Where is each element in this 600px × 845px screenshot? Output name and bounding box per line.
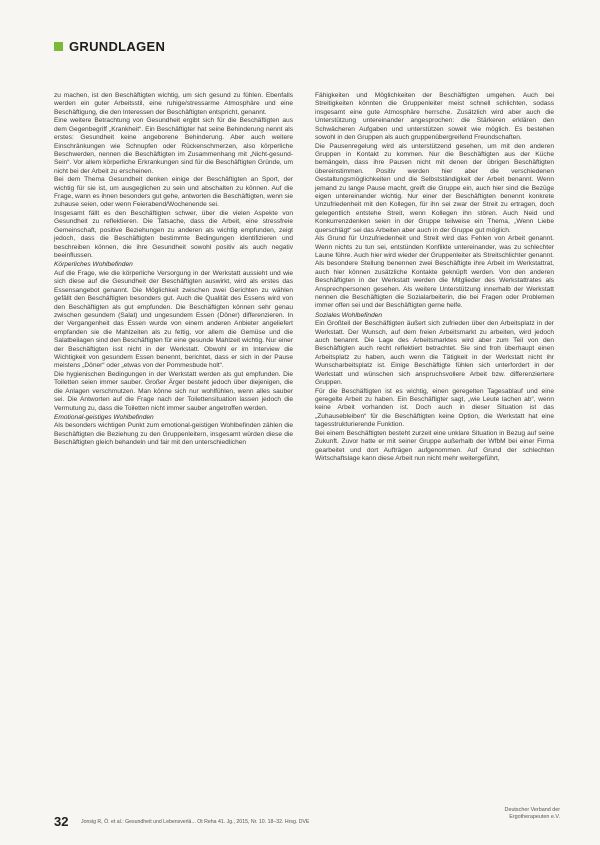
paragraph: zu machen, ist den Beschäftigten wichtig, um sich gesund zu fühlen. Ebenfalls werden ein guter Arbeitsstil, eine ruhige/stressarme Atmosphäre und eine Beschäftigung, die den Interessen der Beschäftigten entspricht, genannt. [54,92,293,116]
green-square-icon [54,42,63,51]
section-title: GRUNDLAGEN [69,38,166,54]
paragraph: Ein Großteil der Beschäftigten äußert sich zufrieden über den Arbeitsplatz in der Werkstatt. Der Wunsch, auf dem freien Arbeitsmarkt zu arbeiten, wird jedoch auch benannt. Die Lage des Arbeitsmarktes wird aber zum Teil von den Beschäftigten auch recht reflektiert betrachtet. Sie sind froh überhaupt einen Arbeitsplatz zu haben, auch wenn die Tätigkeit in der Werkstatt nicht ihr Wunscharbeitsplatz ist. Einige Beschäftigte fühlen sich unterfordert in der Werkstatt und wünschen sich anspruchsvollere Arbeit bzw. differenziertere Gruppen. [315,320,554,387]
right-text-column [315,92,554,463]
paragraph: Als Grund für Unzufriedenheit und Streit wird das Fehlen von Arbeit genannt. Wenn nichts zu tun sei, entstünden Konflikte untereinander, was zu schlechter Laune führe. Auch hier wird wieder der Gruppenleiter als Streitschlichter genannt. Als besondere Stellung benennen zwei Beschäftigte ihre Arbeit im Werkstattrat, auch hier können zusätzliche Kontakte geknüpft werden. Von den anderen Beschäftigten in der Werkstatt werden die Mitglieder des Werkstattrates als Ansprechpersonen gesehen. Als weitere Unterstützung innerhalb der Werkstatt nennen die Beschäftigten die Sozialarbeiterin, die bei Fragen oder Problemen immer offen sei und der Beschäftigten gerne helfe. [315,235,554,310]
left-text-column [54,92,293,448]
paragraph: Insgesamt fällt es den Beschäftigten schwer, über die vielen Aspekte von Gesundheit zu reflektieren. Die Tatsache, dass die Arbeit, eine stressfreie Gemeinschaft, positive Beziehungen zu anderen als wichtig empfunden, zeigt jedoch, dass die Beschäftigten bestimmte Bedingungen identifizieren und beschreiben können, die ihre Gesundheit sowohl positiv als auch negativ beeinflussen. [54,209,293,259]
paragraph: Bei einem Beschäftigten besteht zurzeit eine unklare Situation in Bezug auf seine Zukunft. Zuvor hatte er mit seiner Gruppe außerhalb der WfbM bei einer Firma gearbeitet und dort Aufträgen aufgenommen. Auf Grund der schlechten Wirtschaftslage kann diese Arbeit nun nicht mehr weitergeführt, [315,429,554,462]
publisher-block [505,807,560,821]
subsection-heading: Soziales Wohlbefinden [315,311,383,319]
subsection-heading: Körperliches Wohlbefinden [54,261,133,269]
paragraph: Bei dem Thema Gesundheit denken einige der Beschäftigten an Sport, der wichtig für sie ist, um ausgeglichen zu sein und abschalten zu können. Auf die Frage, wann es ihnen besonders gut gehe, antworten die Beschäftigten, wenn sie zuhause seien, oder wenn Feierabend/Wochenende sei. [54,176,293,209]
publisher-line: Ergotherapeuten e.V. [509,814,560,820]
section-header [54,38,165,54]
paragraph: Auf die Frage, wie die körperliche Versorgung in der Werkstatt aussieht und wie sich diese auf die Gesundheit der Beschäftigten auswirkt, wird als erstes das Essensangebot genannt. Die Möglichkeit zwischen zwei Gerichten zu wählen gefällt den Beschäftigten besonders gut. Auch die Qualität des Essens wird von den Beschäftigten als gut empfunden. Die Beschäftigten können sehr genau zwischen gesundem (Salat) und ungesundem Essen (Döner) differenzieren. In der Vergangenheit das Essen wurde von einem anderen Anbieter angeliefert empfanden sie die Mahlzeiten als zu fettig, vor allem die Gemüse und die Salatbeilagen sind den Beschäftigten für eine gesunde Mahlzeit wichtig. Nur einer der Beschäftigten isst nicht in der Werkstatt. Obwohl er im Interview die Wichtigkeit von gesundem Essen benennt, berichtet, dass er sich in der Pause meistens „Döner“ oder „etwas von der Pommesbude holt“. [54,269,293,370]
page-footer [54,806,560,836]
paragraph: Eine weitere Betrachtung von Gesundheit ergibt sich für die Beschäftigten aus dem Gegenbegriff „Krankheit“. Ein Beschäftigter hat seine Behinderung nennt als erstes: Gesundheit keine angeborene Behinderung. Aber auch weitere Einschränkungen wie Schnupfen oder Rückenschmerzen, also körperliche Beschwerden, nennen die Beschäftigten im Zusammenhang mit „Nicht-gesund-Sein“. Vor allem körperliche Erkrankungen sind für die Beschäftigten Gründe, um nicht bei der Arbeit zu erscheinen. [54,117,293,175]
page-number: 32 [54,814,69,829]
paragraph: Die Pausenregelung wird als unterstützend gesehen, um mit den anderen Gruppen in Kontakt zu kommen. Nur die Beschäftigten aus der Küche bemängeln, dass ihre Pausen nicht mit denen der übrigen Beschäftigten übereinstimmen. Positiv werden hier aber die verschiedenen Gestaltungsmöglichkeiten und die Selbstständigkeit der Arbeit benannt. Wenn jemand zu lange Pause macht, greift die Gruppe ein, auch hier sind die Bezüge eigen untereinander wichtig. Nur einer der Beschäftigten benennt konkrete Unzufriedenheit mit den Kollegen, für ihn sei zwar der Streit zu ertragen, doch gelegentlich entstehe Streit, wenn Kollegen ihn stören. Auch Neid und Konkurrenzdenken seien in der Gruppe teilweise ein Thema, „Wenn Liebe querschlägt“ sei das Arbeiten aber auch in der Gruppe gut möglich. [315,142,554,234]
subsection-heading: Emotional-geistiges Wohlbefinden [54,413,154,421]
paragraph: Für die Beschäftigten ist es wichtig, einen geregelten Tagesablauf und eine geregelte Arbeit zu haben. Ein Beschäftigter sagt, „wie Leute lachen ab“, wenn keine Arbeit vorhanden ist. Doch auch in dieser Situation ist das „Zuhausebleiben“ für die Beschäftigten keine Option, die Werkstatt hat eine tagesstrukturierende Funktion. [315,387,554,429]
paragraph: Die hygienischen Bedingungen in der Werkstatt werden als gut empfunden. Die Toiletten seien immer sauber. Großer Ärger besteht jedoch über diejenigen, die die Anlagen verschmutzen. Man könne sich nur wohlfühlen, wenn alles sauber sei. Die Antworten auf die Frage nach der Toilettensituation lassen jedoch die Vermutung zu, dass die Toiletten nicht immer sauber angetroffen werden. [54,370,293,412]
citation-line: Jonsig R, Ö. et al.: Gesundheit und Lebensverlä... Ot Reha 41. Jg., 2015, Nr. 10. 18–32. Hrsg. DVE [81,819,310,825]
paragraph: Als besonders wichtigen Punkt zum emotional-geistigen Wohlbefinden zählen die Beschäftigten die Beziehung zu den Gruppenleitern, insgesamt würden diese die Beschäftigten gleich behandeln und fair mit den unterschiedlichen [54,422,293,447]
publisher-line: Deutscher Verband der [504,807,560,813]
paragraph: Fähigkeiten und Möglichkeiten der Beschäftigten umgehen. Auch bei Streitigkeiten könnten die Gruppenleiter meist schnell schlichten, sodass insgesamt eine gute Atmosphäre herrsche. Zusätzlich wird aber auch die Unterstützung untereinander angesprochen: die Stärkeren erklären den Schwächeren Aufgaben und unterstützen soweit wie möglich. Es bestehen sowohl in den Gruppen als auch gruppenübergreifend Freundschaften. [315,92,554,142]
